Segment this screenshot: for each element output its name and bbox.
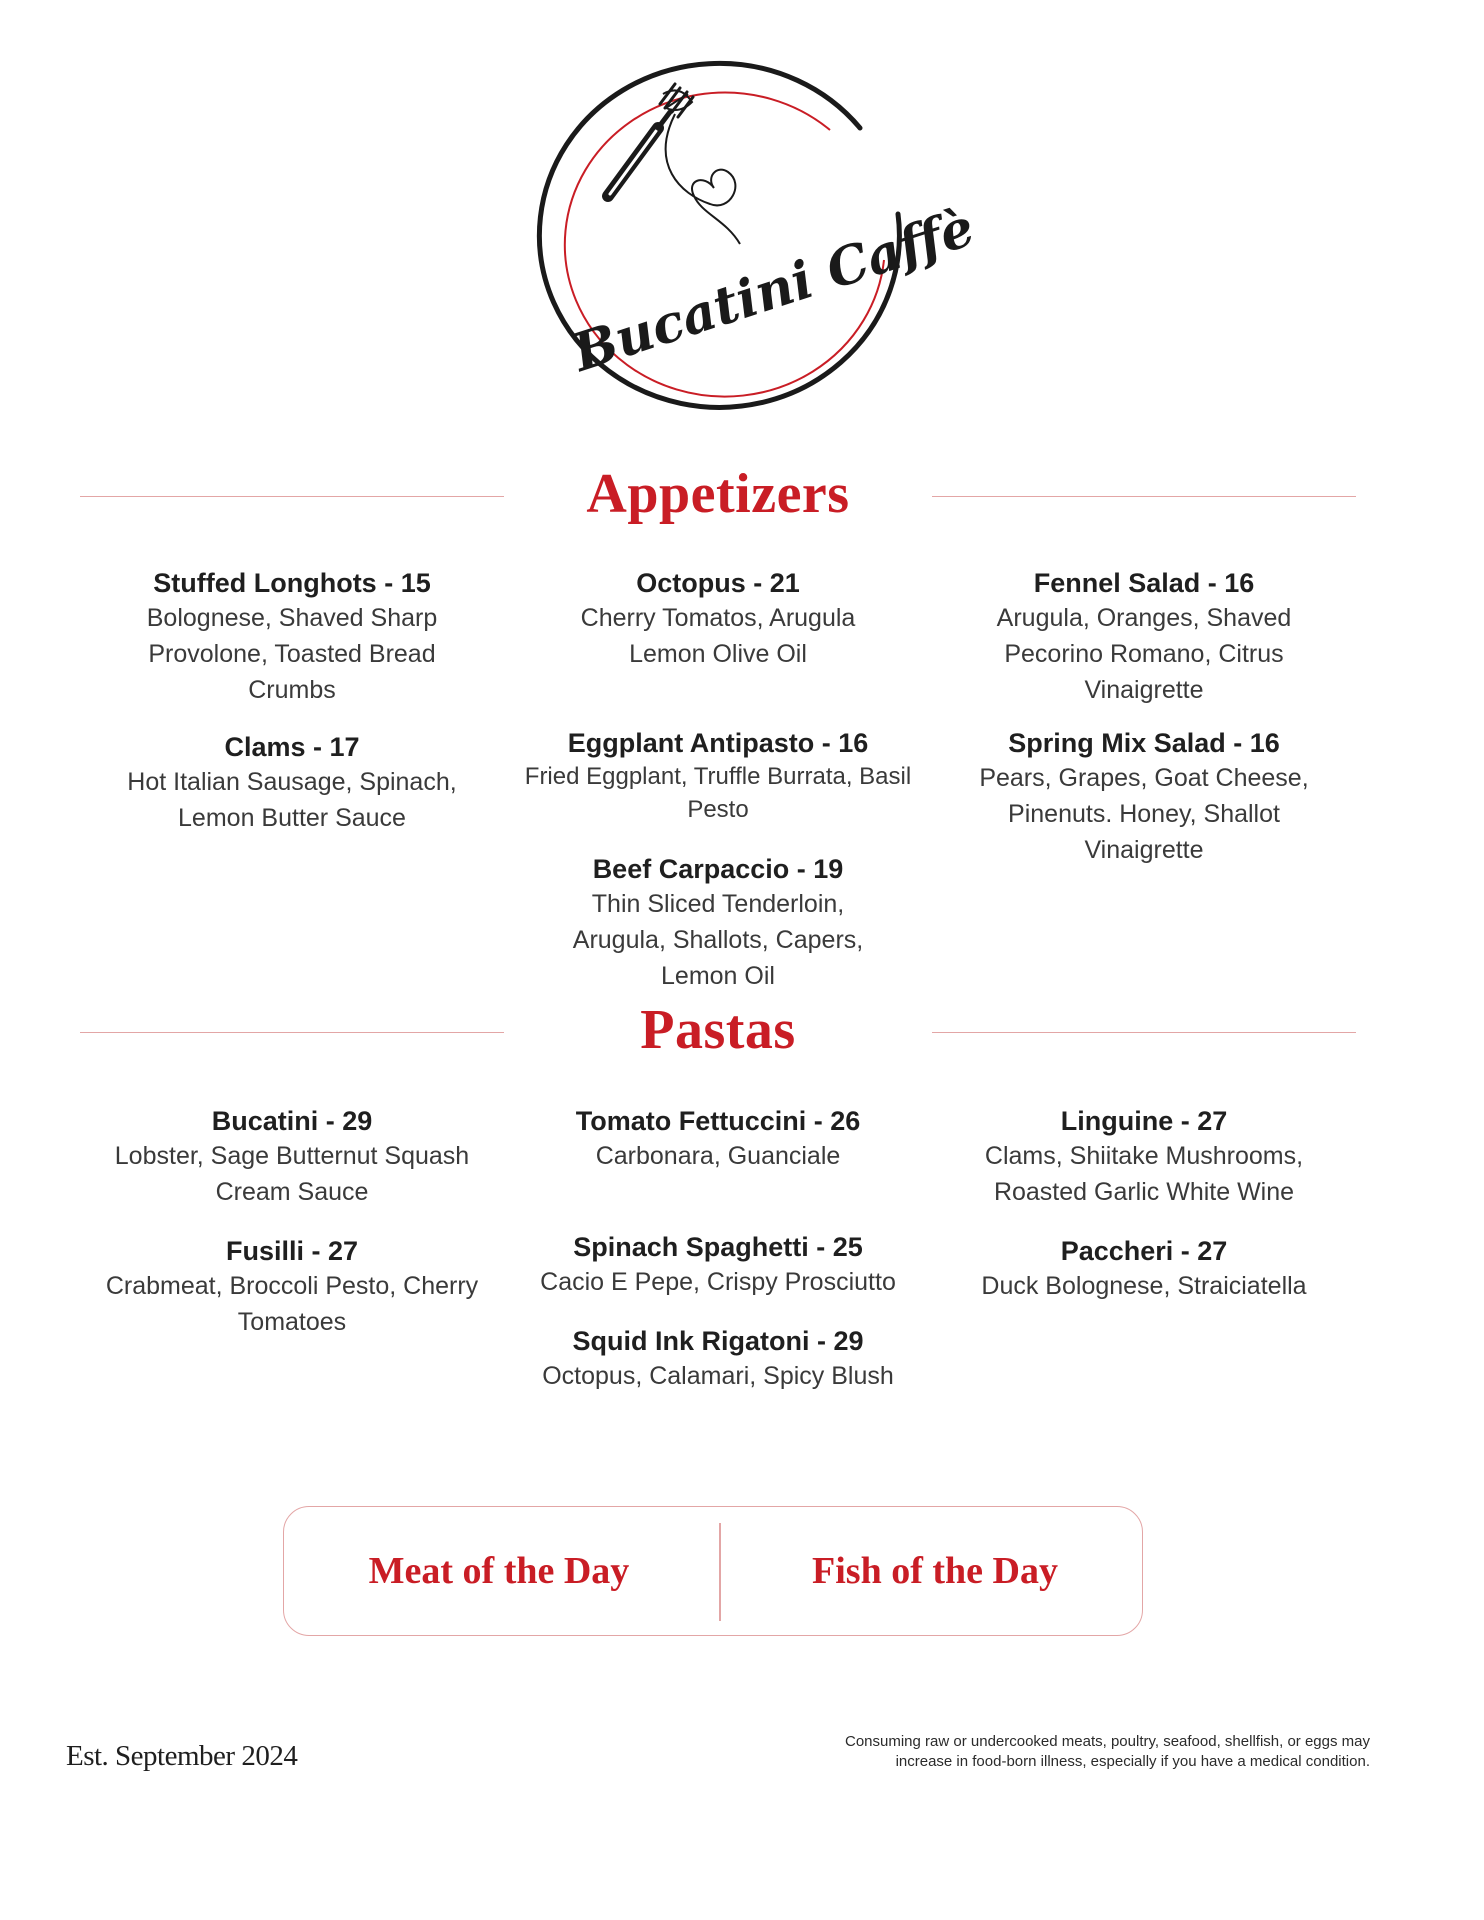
heart-swirl-icon	[666, 114, 740, 244]
menu-item	[80, 730, 504, 836]
food-safety-disclaimer	[740, 1732, 1370, 1772]
item-description: Lobster, Sage Butternut Squash Cream Sauce	[114, 1142, 470, 1206]
item-name: Fennel Salad - 16	[1033, 568, 1255, 598]
established-date: Est. September 2024	[66, 1740, 298, 1772]
menu-item	[506, 1230, 930, 1300]
item-description: Clams, Shiitake Mushrooms, Roasted Garlic White Wine	[984, 1142, 1304, 1206]
pastas-title: Pastas	[640, 999, 796, 1061]
disclaimer-line-1: Consuming raw or undercooked meats, poultry, seafood, shellfish, or eggs may	[845, 1733, 1370, 1750]
fork-with-pasta-icon	[608, 84, 693, 196]
meat-of-the-day: Meat of the Day	[368, 1550, 630, 1592]
menu-item	[506, 1324, 930, 1394]
item-description: Duck Bolognese, Straiciatella	[981, 1272, 1307, 1300]
daily-specials-box	[283, 1506, 1143, 1636]
menu-item	[932, 1234, 1356, 1304]
menu-item	[80, 1234, 504, 1340]
item-description: Cherry Tomatos, Arugula Lemon Olive Oil	[580, 604, 856, 668]
appetizers-title: Appetizers	[586, 463, 850, 525]
menu-item	[506, 726, 930, 826]
menu-item	[506, 852, 930, 994]
menu-item	[932, 566, 1356, 708]
logo-graphic	[530, 64, 982, 424]
item-name: Eggplant Antipasto - 16	[567, 728, 869, 758]
item-name: Tomato Fettuccini - 26	[575, 1106, 861, 1136]
item-name: Paccheri - 27	[1060, 1236, 1228, 1266]
disclaimer-line-2: increase in food-born illness, especially if you have a medical condition.	[895, 1753, 1370, 1770]
item-name: Stuffed Longhots - 15	[153, 568, 431, 598]
item-description: Crabmeat, Broccoli Pesto, Cherry Tomatoes	[105, 1272, 479, 1336]
item-description: Pears, Grapes, Goat Cheese, Pinenuts. Honey, Shallot Vinaigrette	[979, 764, 1309, 864]
item-description: Bolognese, Shaved Sharp Provolone, Toasted Bread Crumbs	[146, 604, 438, 704]
item-description: Fried Eggplant, Truffle Burrata, Basil Pesto	[524, 763, 912, 823]
menu-item	[506, 566, 930, 672]
item-name: Octopus - 21	[636, 568, 800, 598]
item-name: Spinach Spaghetti - 25	[573, 1232, 863, 1262]
item-name: Squid Ink Rigatoni - 29	[572, 1326, 864, 1356]
menu-item	[506, 1104, 930, 1174]
item-name: Spring Mix Salad - 16	[1008, 728, 1280, 758]
menu-item	[80, 566, 504, 708]
fish-of-the-day: Fish of the Day	[812, 1550, 1058, 1592]
restaurant-logo	[530, 64, 982, 424]
item-name: Beef Carpaccio - 19	[592, 854, 844, 884]
pastas-header	[80, 998, 1356, 1068]
header-rule-right	[932, 1032, 1356, 1033]
item-name: Clams - 17	[224, 732, 360, 762]
item-name: Fusilli - 27	[225, 1236, 359, 1266]
svg-text:Bucatini Caffè: Bucatini Caffè	[565, 196, 982, 384]
item-description: Hot Italian Sausage, Spinach, Lemon Butter Sauce	[127, 768, 457, 832]
item-description: Thin Sliced Tenderloin, Arugula, Shallots, Capers, Lemon Oil	[572, 890, 864, 990]
item-name: Bucatini - 29	[211, 1106, 373, 1136]
menu-item	[932, 1104, 1356, 1210]
item-description: Arugula, Oranges, Shaved Pecorino Romano, Citrus Vinaigrette	[996, 604, 1292, 704]
header-rule-right	[932, 496, 1356, 497]
menu-item	[932, 726, 1356, 868]
item-description: Octopus, Calamari, Spicy Blush	[542, 1362, 894, 1390]
menu-item	[80, 1104, 504, 1210]
item-description: Carbonara, Guanciale	[595, 1142, 841, 1170]
appetizers-header	[80, 462, 1356, 532]
item-description: Cacio E Pepe, Crispy Prosciutto	[540, 1268, 896, 1296]
item-name: Linguine - 27	[1060, 1106, 1228, 1136]
